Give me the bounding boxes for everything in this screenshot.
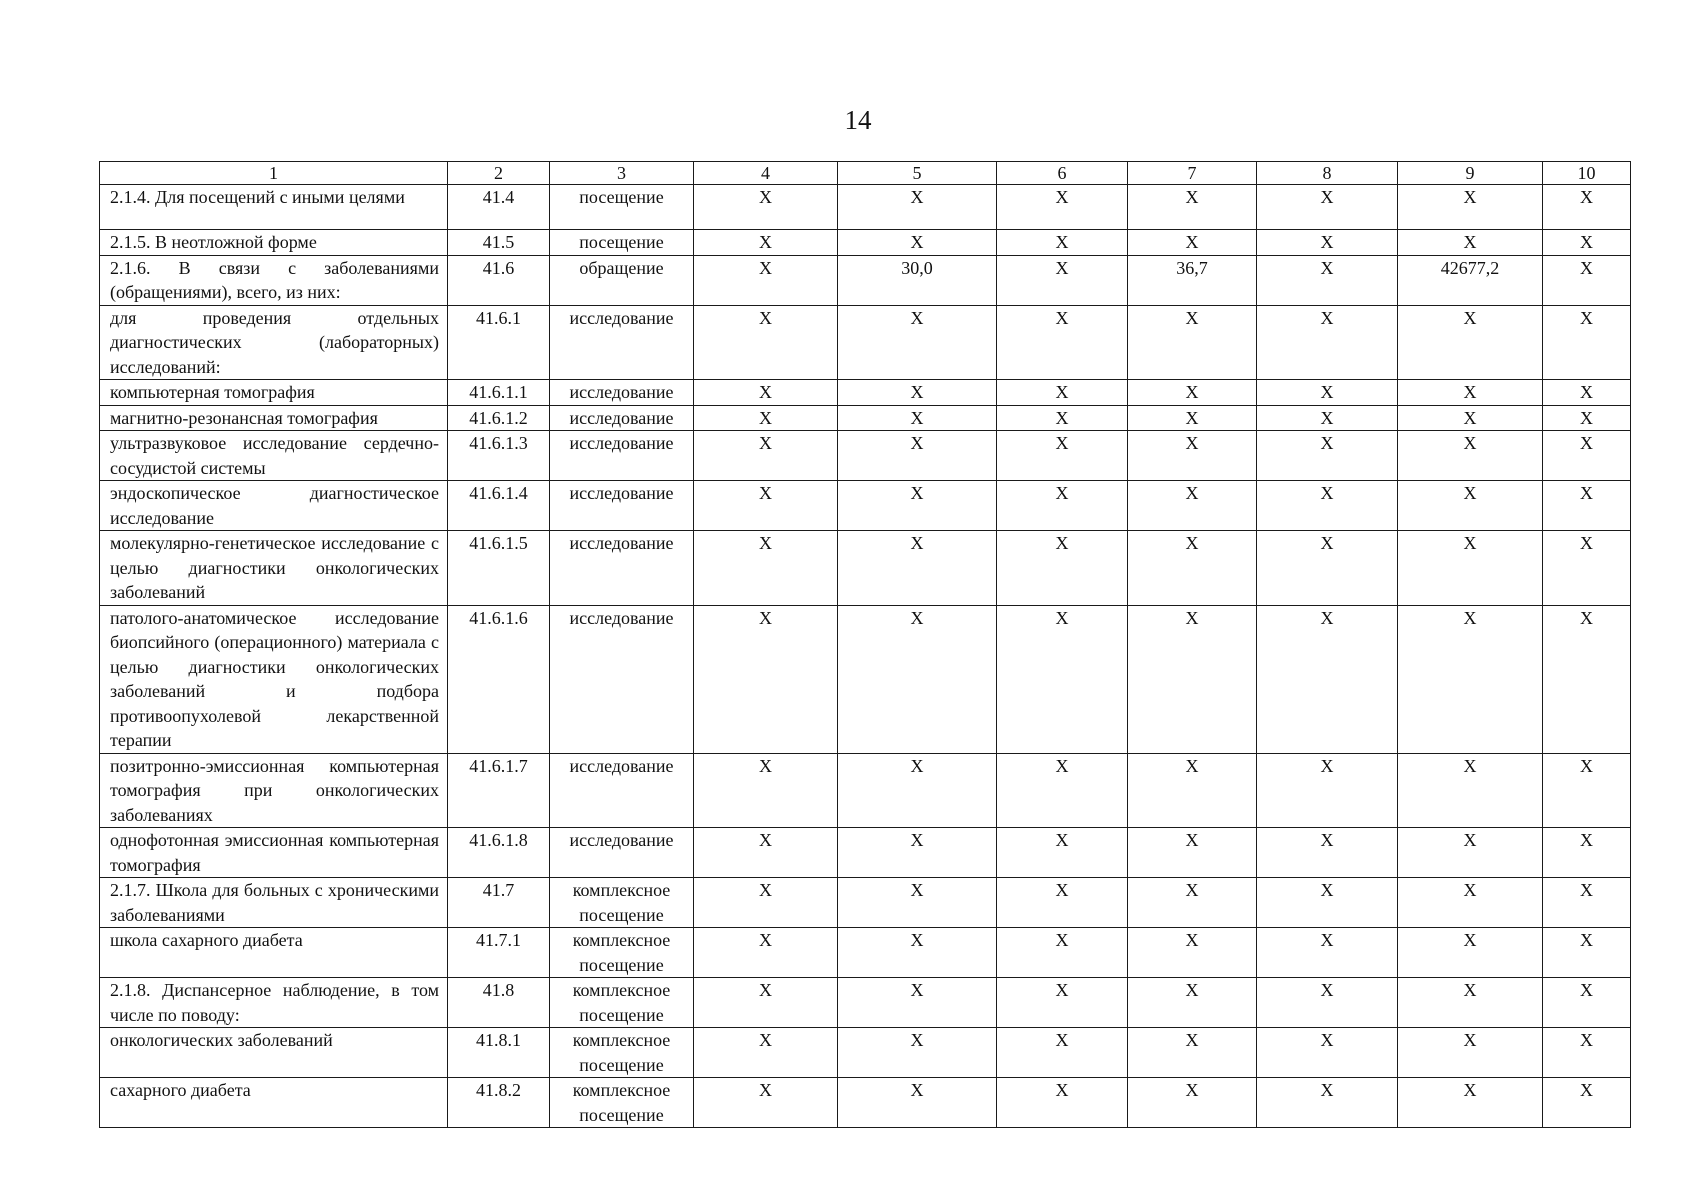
row-value-cell-col10: X — [1543, 978, 1631, 1028]
row-value-cell-col8: X — [1257, 753, 1398, 828]
row-value-cell-col7: X — [1128, 605, 1257, 753]
row-value-cell-col6: X — [997, 605, 1128, 753]
header-row — [100, 162, 1631, 185]
row-value-cell-col4: X — [694, 405, 838, 431]
row-unit-cell: комплексное посещение — [550, 1028, 694, 1078]
column-header-7: 7 — [1128, 162, 1257, 185]
table-body — [100, 185, 1631, 1128]
row-value-cell-col10: X — [1543, 828, 1631, 878]
row-value-cell-col8: X — [1257, 481, 1398, 531]
row-name-cell: патолого-анатомическое исследование биопсийного (операционного) материала с целью диагностики онкологических заболеваний и подбора противоопухолевой лекарственной терапии — [100, 605, 448, 753]
row-value-cell-col5: X — [838, 753, 997, 828]
row-value-cell-col10: X — [1543, 928, 1631, 978]
row-value-cell-col7: X — [1128, 380, 1257, 406]
row-value-cell-col6: X — [997, 185, 1128, 230]
row-value-cell-col6: X — [997, 531, 1128, 606]
row-value-cell-col9: X — [1398, 928, 1543, 978]
row-value-cell-col8: X — [1257, 230, 1398, 256]
row-value-cell-col7: X — [1128, 928, 1257, 978]
row-value-cell-col4: X — [694, 753, 838, 828]
row-name-cell: 2.1.8. Диспансерное наблюдение, в том числе по поводу: — [100, 978, 448, 1028]
row-name-cell: эндоскопическое диагностическое исследование — [100, 481, 448, 531]
row-value-cell-col6: X — [997, 928, 1128, 978]
row-value-cell-col6: X — [997, 255, 1128, 305]
row-value-cell-col8: X — [1257, 431, 1398, 481]
table-row — [100, 255, 1631, 305]
row-code-cell: 41.6.1.1 — [448, 380, 550, 406]
row-value-cell-col10: X — [1543, 878, 1631, 928]
row-name-cell: 2.1.7. Школа для больных с хроническими заболеваниями — [100, 878, 448, 928]
row-value-cell-col5: X — [838, 380, 997, 406]
row-value-cell-col10: X — [1543, 305, 1631, 380]
row-value-cell-col10: X — [1543, 481, 1631, 531]
row-unit-cell: исследование — [550, 531, 694, 606]
row-value-cell-col7: X — [1128, 828, 1257, 878]
row-value-cell-col10: X — [1543, 1028, 1631, 1078]
column-header-6: 6 — [997, 162, 1128, 185]
row-value-cell-col5: X — [838, 928, 997, 978]
row-value-cell-col9: X — [1398, 1028, 1543, 1078]
row-name-cell: однофотонная эмиссионная компьютерная томография — [100, 828, 448, 878]
column-header-1: 1 — [100, 162, 448, 185]
table-row — [100, 1028, 1631, 1078]
row-value-cell-col8: X — [1257, 255, 1398, 305]
row-name-cell: позитронно-эмиссионная компьютерная томография при онкологических заболеваниях — [100, 753, 448, 828]
row-value-cell-col7: 36,7 — [1128, 255, 1257, 305]
row-value-cell-col9: X — [1398, 380, 1543, 406]
row-name-cell: 2.1.6. В связи с заболеваниями (обращениями), всего, из них: — [100, 255, 448, 305]
row-value-cell-col5: X — [838, 431, 997, 481]
row-value-cell-col6: X — [997, 878, 1128, 928]
row-value-cell-col7: X — [1128, 1028, 1257, 1078]
row-value-cell-col10: X — [1543, 255, 1631, 305]
row-code-cell: 41.6.1.8 — [448, 828, 550, 878]
row-value-cell-col5: X — [838, 878, 997, 928]
row-value-cell-col4: X — [694, 380, 838, 406]
row-name-cell: магнитно-резонансная томография — [100, 405, 448, 431]
row-value-cell-col10: X — [1543, 185, 1631, 230]
data-table — [99, 161, 1631, 1128]
row-value-cell-col5: X — [838, 405, 997, 431]
table-row — [100, 481, 1631, 531]
row-value-cell-col7: X — [1128, 978, 1257, 1028]
row-value-cell-col4: X — [694, 230, 838, 256]
row-value-cell-col8: X — [1257, 1078, 1398, 1128]
table-row — [100, 431, 1631, 481]
row-value-cell-col10: X — [1543, 431, 1631, 481]
row-value-cell-col8: X — [1257, 605, 1398, 753]
row-value-cell-col6: X — [997, 828, 1128, 878]
row-code-cell: 41.8 — [448, 978, 550, 1028]
row-value-cell-col5: X — [838, 305, 997, 380]
table-header — [100, 162, 1631, 185]
column-header-10: 10 — [1543, 162, 1631, 185]
row-value-cell-col6: X — [997, 1028, 1128, 1078]
row-name-cell: школа сахарного диабета — [100, 928, 448, 978]
row-value-cell-col9: X — [1398, 431, 1543, 481]
row-value-cell-col8: X — [1257, 1028, 1398, 1078]
row-value-cell-col6: X — [997, 230, 1128, 256]
row-value-cell-col4: X — [694, 185, 838, 230]
row-code-cell: 41.6.1.5 — [448, 531, 550, 606]
row-unit-cell: исследование — [550, 305, 694, 380]
row-value-cell-col4: X — [694, 481, 838, 531]
row-value-cell-col5: X — [838, 605, 997, 753]
row-value-cell-col9: 42677,2 — [1398, 255, 1543, 305]
row-value-cell-col9: X — [1398, 230, 1543, 256]
row-name-cell: компьютерная томография — [100, 380, 448, 406]
row-value-cell-col7: X — [1128, 481, 1257, 531]
row-unit-cell: комплексное посещение — [550, 878, 694, 928]
row-value-cell-col7: X — [1128, 405, 1257, 431]
row-unit-cell: исследование — [550, 405, 694, 431]
row-value-cell-col10: X — [1543, 753, 1631, 828]
column-header-8: 8 — [1257, 162, 1398, 185]
row-unit-cell: комплексное посещение — [550, 928, 694, 978]
row-value-cell-col8: X — [1257, 828, 1398, 878]
row-value-cell-col5: X — [838, 531, 997, 606]
row-value-cell-col10: X — [1543, 380, 1631, 406]
row-value-cell-col4: X — [694, 1078, 838, 1128]
table-row — [100, 230, 1631, 256]
table-row — [100, 878, 1631, 928]
row-unit-cell: исследование — [550, 380, 694, 406]
table-row — [100, 753, 1631, 828]
row-value-cell-col6: X — [997, 305, 1128, 380]
row-value-cell-col7: X — [1128, 753, 1257, 828]
row-value-cell-col4: X — [694, 828, 838, 878]
row-code-cell: 41.6.1.7 — [448, 753, 550, 828]
row-name-cell: сахарного диабета — [100, 1078, 448, 1128]
row-value-cell-col8: X — [1257, 878, 1398, 928]
row-value-cell-col5: X — [838, 185, 997, 230]
row-value-cell-col6: X — [997, 380, 1128, 406]
table-row — [100, 828, 1631, 878]
table-row — [100, 185, 1631, 230]
row-value-cell-col4: X — [694, 255, 838, 305]
row-value-cell-col10: X — [1543, 230, 1631, 256]
column-header-2: 2 — [448, 162, 550, 185]
row-value-cell-col5: X — [838, 828, 997, 878]
column-header-5: 5 — [838, 162, 997, 185]
row-value-cell-col9: X — [1398, 405, 1543, 431]
row-value-cell-col9: X — [1398, 531, 1543, 606]
row-value-cell-col7: X — [1128, 531, 1257, 606]
column-header-9: 9 — [1398, 162, 1543, 185]
row-value-cell-col9: X — [1398, 481, 1543, 531]
table-row — [100, 531, 1631, 606]
row-name-cell: онкологических заболеваний — [100, 1028, 448, 1078]
row-value-cell-col5: X — [838, 230, 997, 256]
table-row — [100, 928, 1631, 978]
row-unit-cell: посещение — [550, 185, 694, 230]
row-value-cell-col6: X — [997, 978, 1128, 1028]
row-value-cell-col9: X — [1398, 305, 1543, 380]
row-value-cell-col4: X — [694, 978, 838, 1028]
row-value-cell-col5: X — [838, 978, 997, 1028]
table-row — [100, 1078, 1631, 1128]
row-name-cell: для проведения отдельных диагностических (лабораторных) исследований: — [100, 305, 448, 380]
row-value-cell-col10: X — [1543, 531, 1631, 606]
row-value-cell-col9: X — [1398, 753, 1543, 828]
row-value-cell-col7: X — [1128, 878, 1257, 928]
row-value-cell-col7: X — [1128, 230, 1257, 256]
column-header-4: 4 — [694, 162, 838, 185]
row-code-cell: 41.7.1 — [448, 928, 550, 978]
row-unit-cell: исследование — [550, 753, 694, 828]
row-value-cell-col10: X — [1543, 405, 1631, 431]
row-code-cell: 41.6.1.2 — [448, 405, 550, 431]
row-value-cell-col9: X — [1398, 185, 1543, 230]
row-code-cell: 41.8.2 — [448, 1078, 550, 1128]
row-value-cell-col8: X — [1257, 305, 1398, 380]
table-row — [100, 380, 1631, 406]
row-code-cell: 41.6.1.4 — [448, 481, 550, 531]
row-code-cell: 41.6.1.6 — [448, 605, 550, 753]
row-code-cell: 41.5 — [448, 230, 550, 256]
row-value-cell-col5: X — [838, 481, 997, 531]
row-name-cell: 2.1.5. В неотложной форме — [100, 230, 448, 256]
row-name-cell: молекулярно-генетическое исследование с целью диагностики онкологических заболеваний — [100, 531, 448, 606]
row-unit-cell: исследование — [550, 481, 694, 531]
row-value-cell-col6: X — [997, 405, 1128, 431]
row-value-cell-col7: X — [1128, 305, 1257, 380]
row-value-cell-col6: X — [997, 753, 1128, 828]
table-row — [100, 305, 1631, 380]
table-row — [100, 978, 1631, 1028]
row-code-cell: 41.7 — [448, 878, 550, 928]
row-value-cell-col8: X — [1257, 185, 1398, 230]
row-value-cell-col9: X — [1398, 1078, 1543, 1128]
row-code-cell: 41.6 — [448, 255, 550, 305]
row-value-cell-col4: X — [694, 928, 838, 978]
row-value-cell-col7: X — [1128, 185, 1257, 230]
row-code-cell: 41.4 — [448, 185, 550, 230]
row-unit-cell: исследование — [550, 431, 694, 481]
row-unit-cell: комплексное посещение — [550, 978, 694, 1028]
row-value-cell-col4: X — [694, 305, 838, 380]
table-row — [100, 405, 1631, 431]
row-value-cell-col8: X — [1257, 380, 1398, 406]
row-value-cell-col4: X — [694, 431, 838, 481]
row-value-cell-col8: X — [1257, 928, 1398, 978]
row-value-cell-col9: X — [1398, 828, 1543, 878]
row-value-cell-col8: X — [1257, 978, 1398, 1028]
row-name-cell: ультразвуковое исследование сердечно-сосудистой системы — [100, 431, 448, 481]
row-value-cell-col7: X — [1128, 431, 1257, 481]
row-value-cell-col5: X — [838, 1078, 997, 1128]
row-value-cell-col7: X — [1128, 1078, 1257, 1128]
row-value-cell-col6: X — [997, 1078, 1128, 1128]
row-value-cell-col4: X — [694, 1028, 838, 1078]
row-code-cell: 41.6.1.3 — [448, 431, 550, 481]
row-code-cell: 41.8.1 — [448, 1028, 550, 1078]
row-code-cell: 41.6.1 — [448, 305, 550, 380]
row-value-cell-col10: X — [1543, 1078, 1631, 1128]
row-unit-cell: комплексное посещение — [550, 1078, 694, 1128]
row-value-cell-col9: X — [1398, 605, 1543, 753]
row-unit-cell: посещение — [550, 230, 694, 256]
row-value-cell-col8: X — [1257, 405, 1398, 431]
row-value-cell-col5: X — [838, 1028, 997, 1078]
row-value-cell-col10: X — [1543, 605, 1631, 753]
row-value-cell-col6: X — [997, 481, 1128, 531]
row-value-cell-col6: X — [997, 431, 1128, 481]
row-value-cell-col4: X — [694, 605, 838, 753]
row-unit-cell: обращение — [550, 255, 694, 305]
row-name-cell: 2.1.4. Для посещений с иными целями — [100, 185, 448, 230]
page-number: 14 — [844, 105, 872, 135]
column-header-3: 3 — [550, 162, 694, 185]
row-value-cell-col9: X — [1398, 878, 1543, 928]
table-row — [100, 605, 1631, 753]
row-value-cell-col8: X — [1257, 531, 1398, 606]
row-unit-cell: исследование — [550, 605, 694, 753]
row-value-cell-col4: X — [694, 878, 838, 928]
row-value-cell-col4: X — [694, 531, 838, 606]
row-unit-cell: исследование — [550, 828, 694, 878]
row-value-cell-col5: 30,0 — [838, 255, 997, 305]
row-value-cell-col9: X — [1398, 978, 1543, 1028]
